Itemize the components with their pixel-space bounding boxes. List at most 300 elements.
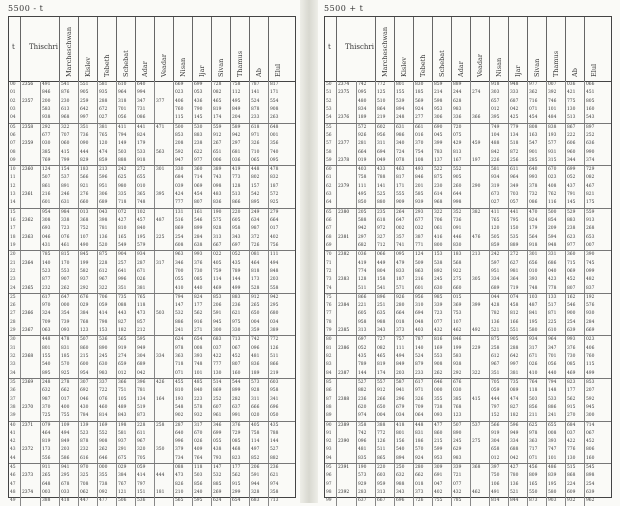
t-cell: 81 [325,345,337,353]
value-cell: 408 [547,183,566,191]
value-cell: 140 [414,345,433,353]
table-row [325,396,611,404]
value-cell: 280 [414,464,433,472]
value-cell: 500 [174,124,193,132]
t-cell: 62 [325,183,337,191]
t-cell: 60 [325,166,337,174]
value-cell: 536 [98,336,117,344]
value-cell: 664 [395,310,414,318]
table-row [9,327,295,335]
t-cell: 10 [9,166,21,174]
value-cell: 926 [395,294,414,302]
value-cell: 446 [452,234,471,242]
value-cell: 573 [357,472,376,480]
value-cell: 603 [270,379,279,385]
value-cell: 125 [376,89,395,97]
table-row [325,361,611,369]
value-cell: 971 [250,132,269,140]
year-cell [337,430,357,438]
value-cell: 474 [509,396,528,404]
value-cell: 071 [528,455,547,463]
t-cell: 53 [325,106,337,114]
value-cell: 600 [79,361,98,369]
value-cell: 601 [414,285,433,293]
value-cell: 571 [395,285,414,293]
value-cell: 592 [586,396,595,402]
table-row [325,497,611,505]
book-gutter [300,0,318,503]
value-cell: 001 [270,132,279,138]
value-cell: 864 [376,106,395,114]
value-cell: 562 [193,310,212,318]
header-label: Tebeth [103,54,111,77]
value-cell: 139 [79,422,98,430]
value-cell: 729 [586,167,595,173]
table-row [9,140,295,148]
value-cell: 481 [357,446,376,454]
value-cell: 941 [60,464,79,472]
value-cell: 277 [414,114,433,122]
value-cell: 789 [357,361,376,369]
value-cell: 655 [136,174,155,182]
value-cell: 776 [566,446,585,454]
value-cell: 320 [136,446,155,454]
value-cell: 635 [376,310,395,318]
value-cell: 866 [231,199,250,207]
value-cell: 585 [414,191,433,199]
value-cell: 322 [60,124,79,132]
year-cell [337,174,357,182]
value-cell: 722 [98,387,117,395]
header-label: Sivan [533,58,541,77]
year-cell [337,497,357,505]
value-cell: 821 [586,192,595,198]
value-cell: 541 [60,81,79,89]
value-cell: 755 [60,412,79,420]
value-cell: 684 [566,422,585,430]
value-cell: 461 [60,242,79,250]
t-cell: 73 [325,276,337,284]
value-cell: 694 [376,149,395,157]
value-cell: 429 [452,140,471,148]
value-cell: 384 [79,310,98,318]
value-cell: 478 [270,167,279,173]
value-cell: 530 [193,124,212,132]
value-cell: 573 [250,379,269,387]
header-thischri [21,17,60,81]
value-cell: 597 [490,260,509,268]
value-cell: 679 [395,404,414,412]
value-cell: 085 [566,361,585,369]
value-cell: 351 [117,285,136,293]
table-row [9,378,295,387]
value-cell: 552 [452,166,471,174]
header-sivan [212,17,231,81]
value-cell [155,140,174,148]
value-cell: 807 [566,285,585,293]
value-cell: 494 [60,430,79,438]
value-cell: 275 [471,438,490,446]
header-nisan [490,17,509,81]
year-cell [21,361,41,369]
value-cell: 878 [79,438,98,446]
value-cell: 987 [250,225,269,233]
t-cell: 36 [9,387,21,395]
value-cell: 086 [528,199,547,207]
value-cell: 042 [509,106,528,114]
value-cell: 836 [250,361,269,369]
value-cell: 723 [60,225,79,233]
value-cell: 937 [79,276,98,284]
value-cell: 659 [117,361,136,369]
value-cell [471,285,490,293]
year-cell: 2382 [337,251,357,259]
value-cell: 928 [250,387,269,395]
value-cell: 942 [231,132,250,140]
value-cell: 514 [212,379,231,387]
value-cell: 559 [586,209,595,215]
value-cell [155,370,174,378]
value-cell: 783 [433,149,452,157]
value-cell [155,361,174,369]
value-cell: 958 [357,319,376,327]
value-cell: 777 [212,361,231,369]
value-cell: 422 [566,438,585,446]
value-cell: 925 [270,200,279,206]
table-row [9,370,295,378]
value-cell: 022 [212,251,231,259]
value-cell: 875 [490,336,509,344]
value-cell: 018 [414,481,433,489]
value-cell: 061 [433,225,452,233]
value-cell: 317 [193,422,212,430]
value-cell: 378 [528,183,547,191]
value-cell: 852 [250,455,269,463]
t-cell: 19 [9,242,21,250]
value-cell: 627 [509,260,528,268]
year-cell [337,217,357,225]
value-cell: 397 [490,464,509,472]
value-cell: 426 [155,379,174,387]
value-cell: 489 [117,404,136,412]
year-cell [21,209,41,217]
value-cell: 026 [193,438,212,446]
value-cell: 926 [357,132,376,140]
value-cell: 355 [98,472,117,480]
value-cell: 785 [452,497,471,505]
value-cell: 063 [41,327,60,335]
value-cell: 116 [547,199,566,207]
value-cell: 092 [98,489,117,497]
value-cell: 853 [586,379,595,385]
table-row [9,430,295,438]
table-row [325,250,611,259]
value-cell: 503 [528,396,547,404]
year-cell [337,319,357,327]
value-cell: 880 [376,199,395,207]
value-cell: 935 [98,89,117,97]
year-cell [337,98,357,106]
value-cell: 000 [60,302,79,310]
year-cell [21,412,41,420]
value-cell: 542 [250,191,269,199]
value-cell: 765 [136,294,155,302]
value-cell: 494 [270,260,279,266]
value-cell: 883 [566,217,585,225]
value-cell: 637 [231,404,250,412]
value-cell: 276 [79,191,98,199]
year-cell [337,242,357,250]
table-row [325,430,611,438]
t-cell: 92 [325,438,337,446]
value-cell: 827 [509,404,528,412]
value-cell: 101 [547,455,566,463]
value-cell: 278 [60,379,79,387]
value-cell [155,319,174,327]
value-cell: 718 [117,199,136,207]
header-label: Thamus [236,50,244,77]
value-cell: 465 [212,98,231,106]
value-cell: 760 [586,354,595,359]
value-cell: 653 [586,234,595,240]
value-cell: 431 [41,242,60,250]
value-cell: 030 [41,140,60,148]
value-cell: 537 [471,422,490,430]
year-cell [337,310,357,318]
value-cell: 824 [528,217,547,225]
value-cell: 890 [452,430,471,438]
value-cell: 373 [395,327,414,335]
value-cell: 082 [376,345,395,353]
t-cell: 38 [9,404,21,412]
value-cell: 591 [250,472,269,480]
value-cell: 671 [528,353,547,361]
value-cell: 800 [433,242,452,250]
value-cell: 832 [270,175,279,181]
value-cell: 157 [250,183,269,191]
value-cell: 189 [357,114,376,122]
value-cell: 565 [174,497,193,505]
year-cell: 2378 [337,157,357,165]
value-cell: 529 [566,209,585,217]
table-row [325,234,611,242]
t-cell: 41 [9,430,21,438]
value-cell: 067 [231,345,250,353]
value-cell: 894 [395,106,414,114]
table-row [9,421,295,430]
value-cell: 547 [528,140,547,148]
value-cell: 788 [376,174,395,182]
value-cell: 448 [250,166,269,174]
table-row [9,199,295,207]
value-cell: 114 [212,276,231,284]
value-cell: 784 [79,412,98,420]
value-cell: 390 [586,252,595,258]
header-adar [136,17,155,81]
value-cell: 215 [433,438,452,446]
value-cell [155,106,174,114]
value-cell: 608 [174,242,193,250]
value-cell: 907 [60,276,79,284]
value-cell: 700 [174,268,193,276]
value-cell: 193 [174,396,193,404]
value-cell: 660 [452,285,471,293]
value-cell: 232 [41,285,60,293]
value-cell [155,336,174,344]
value-cell: 462 [471,489,490,497]
value-cell: 049 [376,157,395,165]
value-cell: 379 [174,446,193,454]
value-cell: 611 [136,430,155,438]
value-cell: 905 [509,336,528,344]
value-cell: 219 [270,370,279,376]
value-cell: 262 [60,285,79,293]
value-cell: 424 [174,191,193,199]
value-cell: 366 [117,379,136,387]
value-cell: 042 [136,370,155,378]
value-cell: 263 [270,115,279,121]
value-cell: 381 [509,370,528,378]
value-cell: 360 [193,166,212,174]
value-cell: 632 [395,472,414,480]
table-row [325,327,611,335]
value-cell: 738 [98,481,117,489]
value-cell: 569 [414,98,433,106]
value-cell: 488 [490,140,509,148]
value-cell: 432 [433,327,452,335]
t-cell: 63 [325,191,337,199]
value-cell: 469 [566,370,585,378]
value-cell: 905 [452,174,471,182]
value-cell: 748 [193,361,212,369]
value-cell: 938 [41,114,60,122]
value-cell [155,327,174,335]
value-cell: 459 [471,140,490,148]
value-cell: 111 [395,345,414,353]
value-cell: 754 [414,149,433,157]
value-cell: 164 [155,396,174,404]
header-t [325,17,337,81]
value-cell: 265 [41,472,60,480]
value-cell: 570 [414,446,433,454]
t-cell: 42 [9,438,21,446]
value-cell: 521 [490,327,509,335]
value-cell: 885 [212,481,231,489]
value-cell: 953 [433,455,452,463]
t-cell: 08 [9,149,21,157]
value-cell: 699 [193,81,212,89]
value-cell: 195 [547,481,566,489]
value-cell [155,430,174,438]
value-cell: 339 [452,464,471,472]
value-cell: 095 [357,89,376,97]
value-cell: 924 [414,455,433,463]
year-cell [337,166,357,174]
value-cell: 046 [79,396,98,404]
value-cell: 077 [433,319,452,327]
value-cell: 457 [136,217,155,225]
value-cell: 682 [357,242,376,250]
value-cell: 000 [98,464,117,472]
year-cell [337,379,357,387]
t-cell: 57 [325,140,337,148]
value-cell: 614 [433,191,452,199]
value-cell: 252 [212,396,231,404]
value-cell: 650 [250,310,269,318]
value-cell: 677 [414,217,433,225]
table-row [9,497,295,505]
value-cell: 882 [270,455,279,461]
value-cell: 977 [528,81,547,89]
value-cell: 393 [547,438,566,446]
value-cell: 808 [528,124,547,132]
year-cell [21,132,41,140]
table-row [325,149,611,157]
value-cell: 358 [357,422,376,430]
value-cell: 248 [41,379,60,387]
value-cell: 059 [490,387,509,395]
value-cell: 934 [528,336,547,344]
value-cell: 295 [60,472,79,480]
value-cell: 647 [395,217,414,225]
value-cell: 250 [395,464,414,472]
value-cell: 899 [193,225,212,233]
value-cell: 577 [547,140,566,148]
header-elul [585,17,603,81]
right-table [324,16,612,504]
header-label: Ijar [198,65,206,77]
value-cell: 928 [212,225,231,233]
value-cell [471,310,490,318]
value-cell: 403 [357,166,376,174]
value-cell: 476 [471,234,490,242]
t-cell: 07 [9,140,21,148]
value-cell [471,353,490,361]
value-cell: 193 [547,132,566,140]
header-label: Elul [590,63,598,77]
value-cell: 283 [357,489,376,497]
value-cell: 650 [376,404,395,412]
value-cell: 200 [41,98,60,106]
value-cell: 499 [231,285,250,293]
value-cell: 988 [395,481,414,489]
value-cell: 748 [528,285,547,293]
value-cell: 422 [212,353,231,361]
year-cell: 2383 [337,276,357,284]
value-cell: 120 [98,140,117,148]
value-cell: 109 [60,422,79,430]
value-cell: 908 [98,438,117,446]
value-cell: 739 [60,319,79,327]
value-cell: 747 [547,446,566,454]
value-cell: 141 [250,89,269,97]
value-cell: 124 [414,251,433,259]
year-cell [337,455,357,463]
table-row [9,293,295,302]
value-cell: 487 [528,302,547,310]
value-cell: 748 [136,199,155,207]
value-cell: 165 [117,234,136,242]
value-cell: 167 [452,157,471,165]
value-cell: 742 [250,336,269,344]
table-row [325,98,611,106]
value-cell: 730 [566,353,585,361]
value-cell: 057 [509,199,528,207]
value-cell: 683 [250,497,269,505]
value-cell: 734 [174,455,193,463]
value-cell: 613 [60,106,79,114]
value-cell: 968 [60,114,79,122]
